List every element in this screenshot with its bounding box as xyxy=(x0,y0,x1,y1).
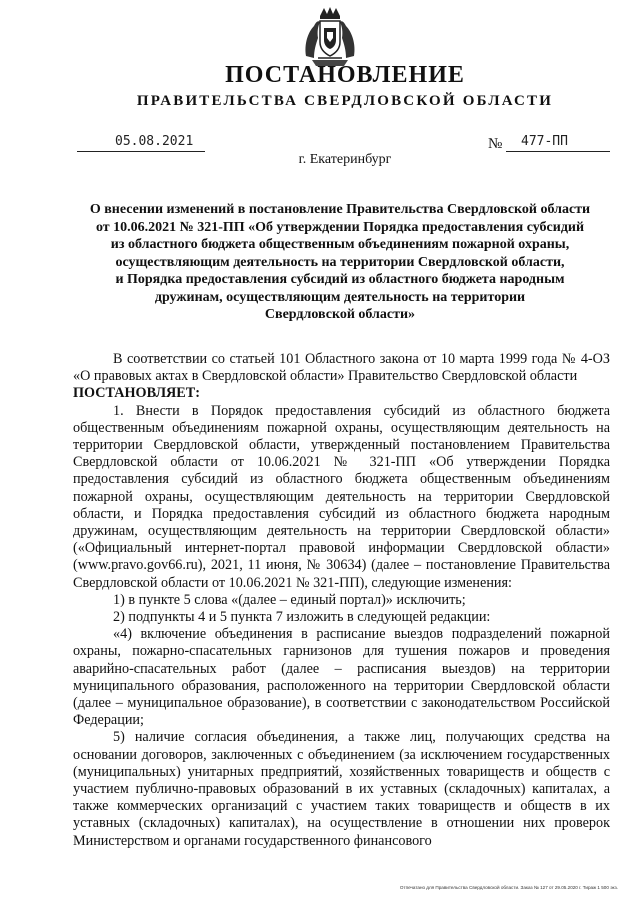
city: г. Екатеринбург xyxy=(298,152,392,167)
heading-line: осуществляющим деятельность на территории Свердловской области, xyxy=(115,254,565,270)
resolve-word: ПОСТАНОВЛЯЕТ: xyxy=(73,385,200,402)
document-number: 477-ПП xyxy=(521,134,568,149)
paragraph-1: 1. Внести в Порядок предоставления субсидий из областного бюджета общественным объединениям пожарной охраны, осуществляющим деятельность на территории Свердловской области, утвержденный постановлением Правительства Свердловской области от 10.06.2021 № 321-ПП «Об утверждении Порядка предоставления субсидий из областного бюджета общественным объединениям пожарной охраны, осуществляющим деятельность на территории Свердловской области, и Порядка предоставления субсидий из областного бюджета народным дружинам, осуществляющим деятельность на территории Свердловской области» («Официальный интернет-портал правовой информации Свердловской области» (www.pravo.gov66.ru), 2021, 11 июня, № 30634) (далее – постановление Правительства Свердловской области от 10.06.2021 № 321-ПП), следующие изменения: xyxy=(73,402,610,591)
print-footer: Отпечатано для Правительства Свердловской области. Заказ № 127 от 29.05.2020 г. Тираж 1 500 экз. xyxy=(399,885,618,890)
heading-line: от 10.06.2021 № 321-ПП «Об утверждении Порядка предоставления субсидий xyxy=(95,219,585,235)
heading-line: из областного бюджета общественным объединениям пожарной охраны, xyxy=(110,237,570,252)
document-subtitle: ПРАВИТЕЛЬСТВА СВЕРДЛОВСКОЙ ОБЛАСТИ xyxy=(136,93,554,109)
number-sign: № xyxy=(488,136,503,152)
paragraph-5: 5) наличие согласия объединения, а также лиц, получающих средства на основании договоров, заключенных с объединением (за исключением государственных (муниципальных) унитарных предприятий, хозяйственных товариществ и обществ с участием публично-правовых образований в их уставных (складочных) капиталах, а также коммерческих организаций с участием таких товариществ и обществ в их уставных (складочных) капиталах), на осуществление в отношении них проверок Министерством и органами государственного финансового xyxy=(73,729,610,849)
heading-line: и Порядка предоставления субсидий из областного бюджета народным xyxy=(115,272,565,287)
heading-line: О внесении изменений в постановление Правительства Свердловской области xyxy=(89,202,591,217)
paragraph-2: 1) в пункте 5 слова «(далее – единый портал)» исключить; xyxy=(113,591,466,608)
paragraph-4: «4) включение объединения в расписание выездов подразделений пожарной охраны, пожарно-спасательных гарнизонов для тушения пожаров и проведения аварийно-спасательных работ (далее – расписания выездов) на территории муниципального образования, расположенного на территории Свердловской области (далее – муниципальное образование), в соответствии с законодательством Российской Федерации; xyxy=(73,626,610,729)
document-heading xyxy=(70,201,610,324)
heading-line: дружинам, осуществляющим деятельность на территории xyxy=(154,289,526,305)
document-title: ПОСТАНОВЛЕНИЕ xyxy=(225,62,465,88)
paragraph-3: 2) подпункты 4 и 5 пункта 7 изложить в следующей редакции: xyxy=(113,609,491,626)
document-date: 05.08.2021 xyxy=(115,134,194,149)
heading-line: Свердловской области» xyxy=(264,307,416,322)
coat-of-arms-icon xyxy=(300,6,360,68)
document-body xyxy=(73,351,610,850)
intro-paragraph: В соответствии со статьей 101 Областного закона от 10 марта 1999 года № 4-ОЗ «О правовых актах в Свердловской области» Правительство Свердловской области xyxy=(73,351,610,385)
